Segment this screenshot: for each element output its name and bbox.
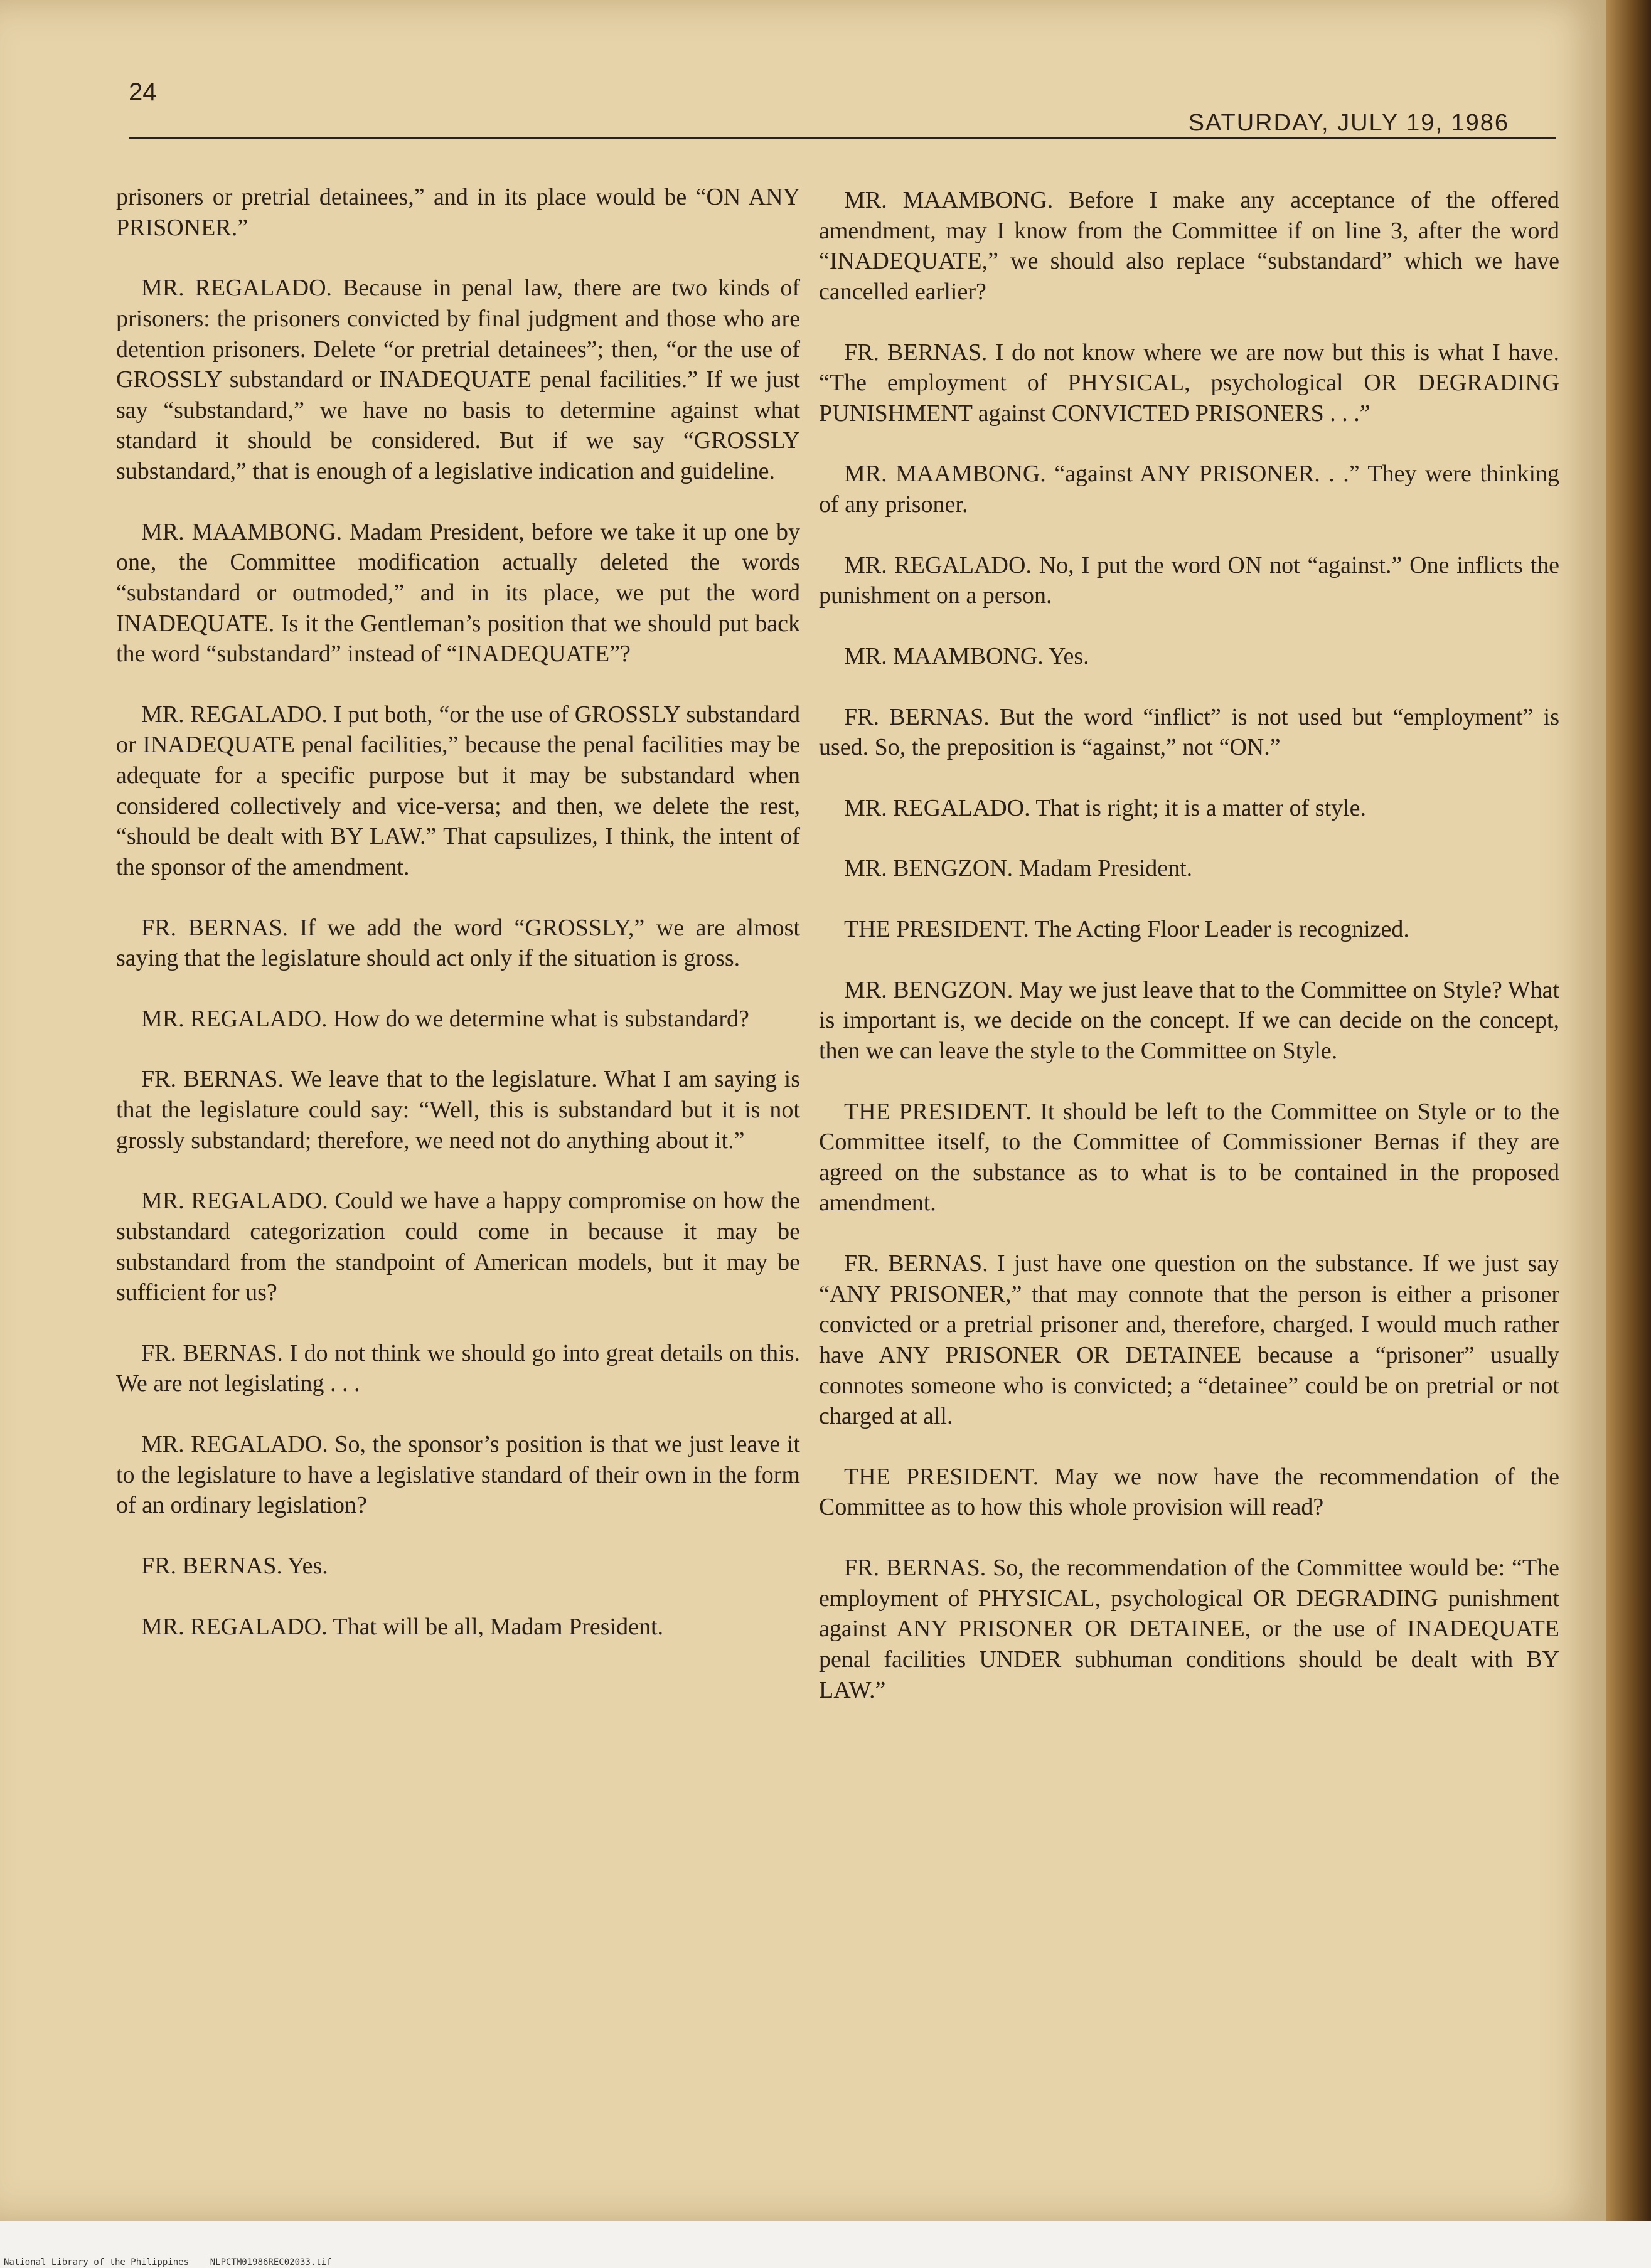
header-rule (129, 137, 1556, 139)
paragraph: FR. BERNAS. Yes. (141, 1552, 328, 1579)
paragraph: MR. MAAMBONG. “against ANY PRISONER. . .” They were thinking of any prisoner. (819, 461, 1559, 518)
paragraph: MR. REGALADO. That will be all, Madam President. (141, 1613, 664, 1640)
book-spine (1606, 0, 1651, 2221)
paragraph: FR. BERNAS. We leave that to the legislature. What I am saying is that the legislature could say: “Well, this is substandard but it is not grossly substandard; therefore, we need not do anything about it.” (116, 1066, 800, 1154)
paragraph: MR. MAAMBONG. Madam President, before we take it up one by one, the Committee modification actually deleted the words “substandard or outmoded,” and in its place, we put the word INADEQUATE. Is it the Gentleman’s position that we should put back the word “substandard” instead of “INADEQUATE”? (116, 518, 800, 668)
paragraph: FR. BERNAS. I do not know where we are now but this is what I have. “The employment of PHYSICAL, psychological OR DEGRADING PUNISHMENT against CONVICTED PRISONERS . . .” (819, 339, 1559, 427)
paragraph: MR. REGALADO. Could we have a happy compromise on how the substandard categorization could come in because it may be substandard from the standpoint of American models, but it may be sufficient for us? (116, 1188, 800, 1306)
paragraph: FR. BERNAS. If we add the word “GROSSLY,” we are almost saying that the legislature should act only if the situation is gross. (116, 914, 800, 972)
paragraph: FR. BERNAS. So, the recommendation of the Committee would be: “The employment of PHYSICAL, psychological OR DEGRADING punishment against ANY PRISONER OR DETAINEE, or the use of INADEQUATE penal facilities UNDER subhuman conditions should be dealt with BY LAW.” (819, 1555, 1559, 1703)
scan-footer-label: National Library of the Philippines NLPCTM01986REC02033.tif (4, 2257, 332, 2267)
paragraph: THE PRESIDENT. The Acting Floor Leader is recognized. (844, 916, 1409, 942)
paragraph: MR. BENGZON. Madam President. (844, 855, 1193, 882)
paragraph: MR. REGALADO. I put both, “or the use of GROSSLY substandard or INADEQUATE penal facilities,” because the penal facilities may be adequate for a specific purpose but it may be substandard when considered collectively and vice-versa; and then, we delete the rest, “should be dealt with BY LAW.” That capsulizes, I think, the intent of the sponsor of the amendment. (116, 701, 800, 880)
paragraph: THE PRESIDENT. May we now have the recommendation of the Committee as to how this whole provision will read? (819, 1463, 1559, 1521)
paragraph: MR. MAAMBONG. Yes. (844, 642, 1089, 669)
paragraph: MR. BENGZON. May we just leave that to the Committee on Style? What is important is, we decide on the concept. If we can decide on the concept, then we can leave the style to the Committee on Style. (819, 976, 1559, 1064)
paragraph: FR. BERNAS. I do not think we should go into great details on this. We are not legislating . . . (116, 1339, 800, 1397)
paragraph: MR. MAAMBONG. Before I make any acceptance of the offered amendment, may I know from the Committee if on line 3, after the word “INADEQUATE,” we should also replace “substandard” which we have cancelled earlier? (819, 187, 1559, 305)
paragraph: FR. BERNAS. I just have one question on the substance. If we just say “ANY PRISONER,” that may connote that the person is either a prisoner convicted or a pretrial prisoner and, therefore, charged. I would much rather have ANY PRISONER OR DETAINEE because a “prisoner” usually connotes someone who is convicted; a “detainee” could be on pretrial or not charged at all. (819, 1250, 1559, 1430)
header-date: SATURDAY, JULY 19, 1986 (1188, 110, 1509, 136)
right-column (819, 185, 1559, 1735)
paragraph: MR. REGALADO. So, the sponsor’s position is that we just leave it to the legislature to have a legislative standard of their own in the form of an ordinary legislation? (116, 1431, 800, 1519)
paragraph: MR. REGALADO. No, I put the word ON not “against.” One inflicts the punishment on a person. (819, 551, 1559, 609)
paragraph: MR. REGALADO. How do we determine what is substandard? (141, 1005, 749, 1032)
paragraph: prisoners or pretrial detainees,” and in its place would be “ON ANY PRISONER.” (116, 184, 800, 241)
paragraph: THE PRESIDENT. It should be left to the Committee on Style or to the Committee itself, to the Committee of Commissioner Bernas if they are agreed on the substance as to what is to be contained in the proposed amendment. (819, 1098, 1559, 1217)
paragraph: FR. BERNAS. But the word “inflict” is not used but “employment” is used. So, the preposition is “against,” not “ON.” (819, 703, 1559, 761)
paragraph: MR. REGALADO. That is right; it is a matter of style. (844, 794, 1367, 821)
page-number: 24 (129, 78, 157, 106)
left-column (116, 182, 800, 1672)
paragraph: MR. REGALADO. Because in penal law, there are two kinds of prisoners: the prisoners convicted by final judgment and those who are detention prisoners. Delete “or pretrial detainees”; then, “or the use of GROSSLY substandard or INADEQUATE penal facilities.” If we just say “substandard,” we have no basis to determine against what standard it should be considered. But if we say “GROSSLY substandard,” that is enough of a legislative indication and guideline. (116, 275, 800, 484)
